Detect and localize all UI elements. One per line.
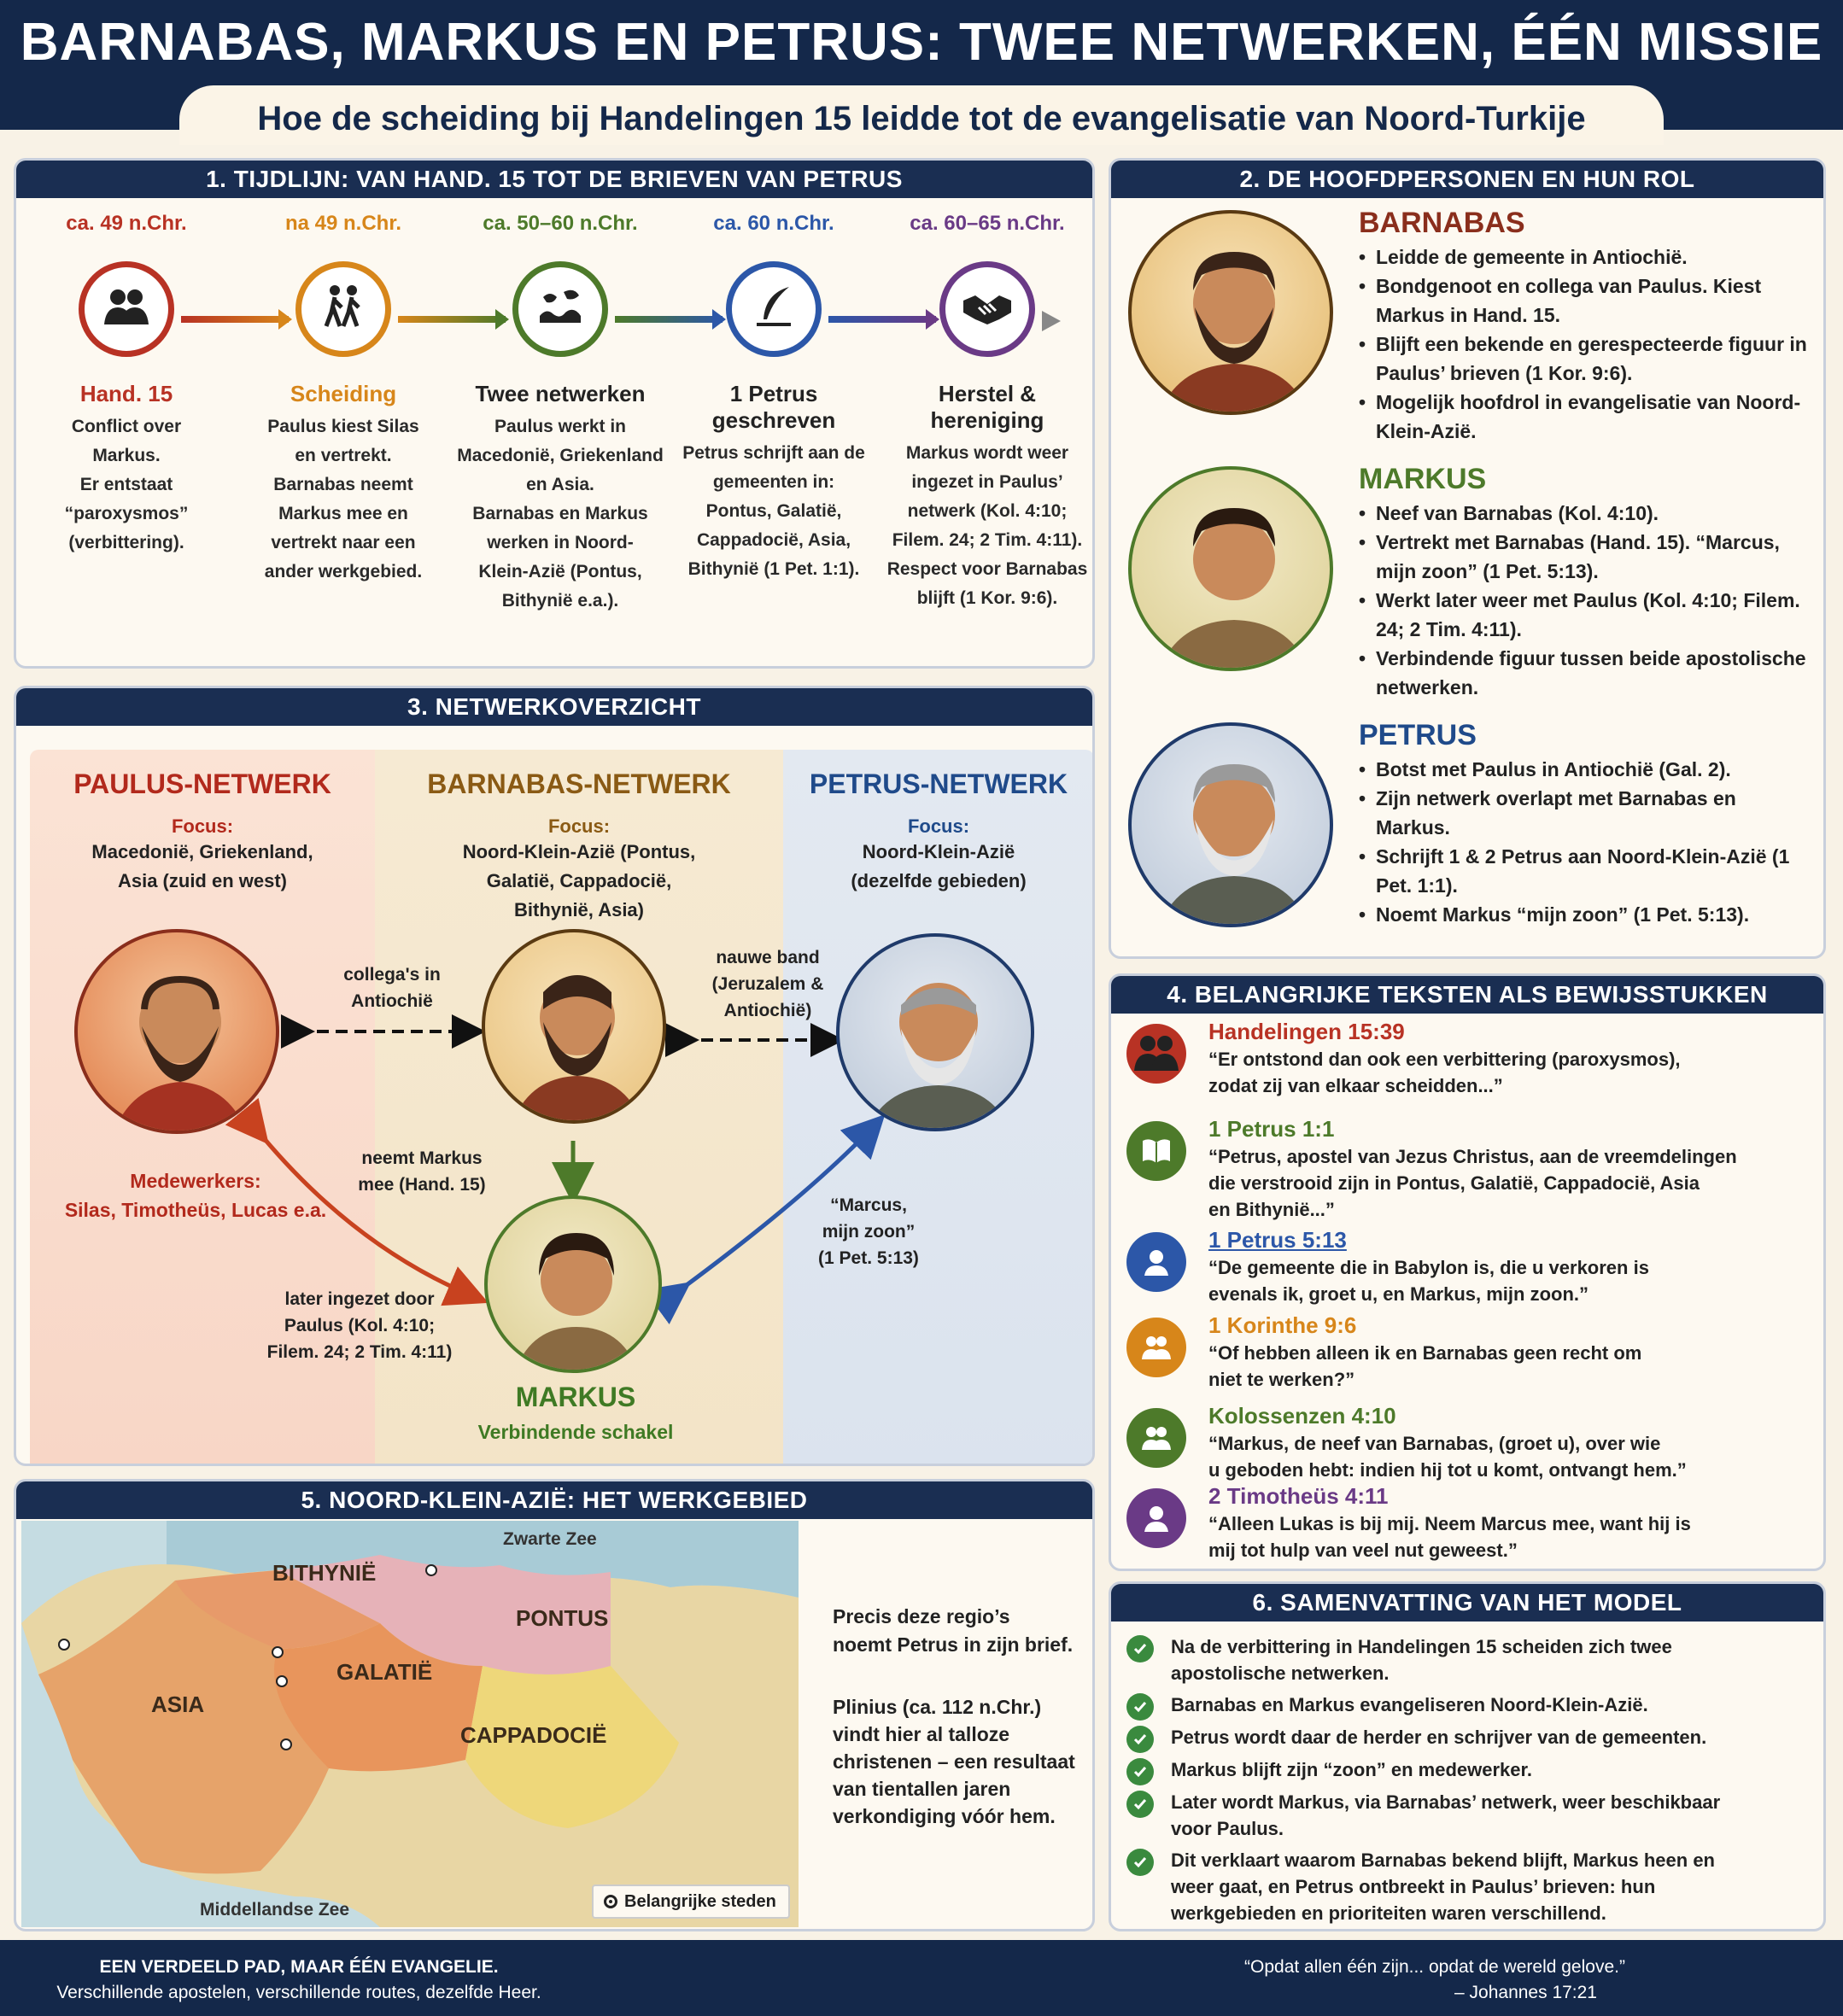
petrus-portrait bbox=[1128, 722, 1333, 927]
timeline-line: (verbittering). bbox=[68, 533, 184, 552]
timeline-heading: 1 Petrus geschreven bbox=[711, 381, 836, 433]
map-side-text-2 bbox=[833, 1693, 1089, 1830]
map-side-text-1 bbox=[833, 1603, 1089, 1659]
person-icon bbox=[1126, 1488, 1186, 1548]
quote-line: “Of hebben alleen ik en Barnabas geen recht om bbox=[1208, 1342, 1642, 1364]
timeline-text bbox=[881, 439, 1094, 613]
side-text-line: christenen – een resultaat bbox=[833, 1750, 1075, 1773]
petrus-focus-line: (dezelfde gebieden) bbox=[851, 870, 1027, 891]
timeline-heading: Scheiding bbox=[290, 381, 397, 406]
timeline-line: Pontus, Galatië, bbox=[705, 501, 842, 521]
timeline-line: netwerk (Kol. 4:10; bbox=[907, 501, 1068, 521]
pontus-label: PONTUS bbox=[516, 1605, 609, 1631]
mediterranean-label: Middellandse Zee bbox=[200, 1900, 350, 1920]
timeline-title: 1. TIJDLIJN: VAN HAND. 15 TOT DE BRIEVEN VAN PETRUS bbox=[16, 161, 1092, 198]
timeline-line: Macedonië, Griekenland bbox=[457, 446, 664, 465]
person-bullets bbox=[1359, 499, 1811, 702]
person-bullets bbox=[1359, 755, 1811, 929]
galatia-label: GALATIË bbox=[336, 1659, 433, 1685]
timeline-line: Petrus schrijft aan de bbox=[682, 443, 865, 463]
person-bullet: • Blijft een bekende en gerespecteerde figuur in Paulus’ brieven (1 Kor. 9:6). bbox=[1359, 330, 1811, 388]
check-icon bbox=[1126, 1693, 1154, 1721]
walking-icon bbox=[318, 282, 369, 337]
paulus-focus-label: Focus: bbox=[171, 815, 234, 837]
summary-line: Dit verklaart waarom Barnabas bekend blijft, Markus heen en bbox=[1171, 1849, 1715, 1871]
city-marker-icon bbox=[604, 1895, 617, 1908]
person-bullet: • Werkt later weer met Paulus (Kol. 4:10; Filem. 24; 2 Tim. 4:11). bbox=[1359, 586, 1811, 644]
person-name: MARKUS bbox=[1359, 463, 1487, 495]
evidence-reference: 1 Petrus 1:1 bbox=[1208, 1116, 1335, 1142]
evidence-quote bbox=[1208, 1254, 1789, 1307]
timeline-line: “paroxysmos” bbox=[64, 504, 189, 523]
side-text-line: verkondiging vóór hem. bbox=[833, 1805, 1056, 1827]
summary-line: weer gaat, en Petrus ontbreekt in Paulus’ brieven: hun bbox=[1171, 1876, 1656, 1897]
evidence-quote bbox=[1208, 1340, 1789, 1393]
barnabas-focus-label: Focus: bbox=[547, 815, 611, 837]
paulus-focus-line: Asia (zuid en west) bbox=[117, 870, 288, 891]
timeline-line: en Asia. bbox=[526, 475, 594, 494]
timeline-line: Barnabas en Markus bbox=[472, 504, 648, 523]
timeline-text bbox=[453, 412, 667, 616]
timeline-line: ander werkgebied. bbox=[264, 562, 423, 581]
colleagues-label bbox=[315, 961, 469, 1014]
person-name: PETRUS bbox=[1359, 719, 1477, 751]
petrus-portrait bbox=[836, 933, 1034, 1131]
summary-text bbox=[1171, 1633, 1794, 1686]
network-title: 3. NETWERKOVERZICHT bbox=[16, 688, 1092, 726]
timeline-item bbox=[881, 212, 1094, 613]
takes-markus-line: mee (Hand. 15) bbox=[358, 1175, 486, 1195]
evidence-reference: Kolossenzen 4:10 bbox=[1208, 1403, 1396, 1429]
footer-subtitle: Verschillende apostelen, verschillende routes, dezelfde Heer. bbox=[56, 1983, 541, 2002]
evidence-quote bbox=[1208, 1511, 1789, 1563]
timeline-heading: Herstel & hereniging bbox=[930, 381, 1044, 433]
handshake-icon bbox=[960, 282, 1015, 337]
evidence-quote bbox=[1208, 1046, 1789, 1099]
timeline-line: Er entstaat bbox=[79, 475, 173, 494]
evidence-reference[interactable]: 1 Petrus 5:13 bbox=[1208, 1227, 1347, 1253]
timeline-node bbox=[939, 261, 1035, 357]
markus-portrait bbox=[484, 1195, 662, 1373]
map-panel bbox=[14, 1479, 1095, 1931]
summary-line: voor Paulus. bbox=[1171, 1818, 1284, 1839]
person-bullet: • Bondgenoot en collega van Paulus. Kiest Markus in Hand. 15. bbox=[1359, 272, 1811, 330]
petrus-focus-label: Focus: bbox=[907, 815, 970, 837]
quote-line: “Alleen Lukas is bij mij. Neem Marcus mee, want hij is bbox=[1208, 1513, 1691, 1534]
timeline-line: Barnabas neemt bbox=[273, 475, 413, 494]
summary-line: Markus blijft zijn “zoon” en medewerker. bbox=[1171, 1759, 1532, 1780]
timeline-line: Klein-Azië (Pontus, bbox=[478, 562, 642, 581]
timeline-date: ca. 60 n.Chr. bbox=[713, 212, 834, 235]
summary-title: 6. SAMENVATTING VAN HET MODEL bbox=[1111, 1584, 1823, 1622]
side-text-line: van tientallen jaren bbox=[833, 1778, 1011, 1800]
texts-panel bbox=[1109, 973, 1826, 1571]
timeline-text bbox=[667, 439, 881, 584]
map-icon bbox=[535, 282, 586, 337]
group-icon bbox=[101, 282, 152, 337]
timeline-line: werken in Noord- bbox=[487, 533, 634, 552]
side-text-line: Precis deze regio’s bbox=[833, 1605, 1010, 1627]
timeline-line: vertrekt naar een bbox=[271, 533, 416, 552]
footer-title: EEN VERDEELD PAD, MAAR ÉÉN EVANGELIE. bbox=[99, 1957, 499, 1977]
timeline-node bbox=[79, 261, 174, 357]
timeline-line: Filem. 24; 2 Tim. 4:11). bbox=[892, 530, 1083, 550]
person-bullet: • Mogelijk hoofdrol in evangelisatie van Noord-Klein-Azië. bbox=[1359, 388, 1811, 446]
evidence-quote bbox=[1208, 1430, 1789, 1483]
quote-line: “Petrus, apostel van Jezus Christus, aan de vreemdelingen bbox=[1208, 1146, 1737, 1167]
person-icon bbox=[1126, 1232, 1186, 1292]
quote-line: “De gemeente die in Babylon is, die u verkoren is bbox=[1208, 1257, 1649, 1278]
timeline-date: ca. 50–60 n.Chr. bbox=[483, 212, 638, 235]
barnabas-network-heading: BARNABAS-NETWERK bbox=[427, 768, 731, 799]
colleagues-line: Antiochië bbox=[351, 991, 433, 1011]
paulus-portrait bbox=[74, 929, 279, 1134]
book-icon bbox=[1126, 1121, 1186, 1181]
check-icon bbox=[1126, 1791, 1154, 1818]
timeline-line: Paulus kiest Silas bbox=[267, 417, 419, 436]
timeline-item bbox=[453, 212, 667, 616]
black-sea-label: Zwarte Zee bbox=[503, 1529, 597, 1549]
side-text-line: vindt hier al talloze bbox=[833, 1723, 1010, 1745]
summary-text bbox=[1171, 1724, 1794, 1750]
later-used-label bbox=[240, 1286, 479, 1365]
summary-text bbox=[1171, 1756, 1794, 1783]
footer-quote: “Opdat allen één zijn... opdat de wereld gelove.” bbox=[1244, 1957, 1625, 1977]
asia-label: ASIA bbox=[151, 1692, 205, 1717]
summary-text bbox=[1171, 1692, 1794, 1718]
timeline-line: Markus. bbox=[92, 446, 161, 465]
summary-line: Barnabas en Markus evangeliseren Noord-Klein-Azië. bbox=[1171, 1694, 1648, 1715]
pair-icon bbox=[1126, 1318, 1186, 1377]
quote-line: zodat zij van elkaar scheidden...” bbox=[1208, 1075, 1503, 1096]
map-title: 5. NOORD-KLEIN-AZIË: HET WERKGEBIED bbox=[16, 1481, 1092, 1519]
timeline-heading: Hand. 15 bbox=[79, 381, 173, 406]
evidence-reference: 2 Timotheüs 4:11 bbox=[1208, 1483, 1389, 1509]
timeline-line: Paulus werkt in bbox=[494, 417, 627, 436]
summary-line: Na de verbittering in Handelingen 15 scheiden zich twee bbox=[1171, 1636, 1672, 1657]
timeline-panel bbox=[14, 158, 1095, 669]
persons-title: 2. DE HOOFDPERSONEN EN HUN ROL bbox=[1111, 161, 1823, 198]
paulus-coworkers bbox=[50, 1166, 341, 1224]
person-bullet: • Leidde de gemeente in Antiochië. bbox=[1359, 243, 1811, 272]
person-bullet: • Zijn netwerk overlapt met Barnabas en Markus. bbox=[1359, 784, 1811, 842]
person-bullet: • Botst met Paulus in Antiochië (Gal. 2). bbox=[1359, 755, 1811, 784]
my-son-line: “Marcus, bbox=[830, 1195, 907, 1215]
quote-line: evenals ik, groet u, en Markus, mijn zoon.” bbox=[1208, 1283, 1588, 1305]
quote-line: “Markus, de neef van Barnabas, (groet u), over wie bbox=[1208, 1433, 1661, 1454]
summary-text bbox=[1171, 1847, 1794, 1926]
timeline-node bbox=[512, 261, 608, 357]
person-bullets bbox=[1359, 243, 1811, 446]
close-bond-line: nauwe band bbox=[716, 948, 820, 967]
timeline-line: Cappadocië, Asia, bbox=[696, 530, 851, 550]
person-bullet: • Verbindende figuur tussen beide apostolische netwerken. bbox=[1359, 644, 1811, 702]
coworkers-label: Medewerkers: bbox=[130, 1170, 261, 1192]
timeline-line: Markus mee en bbox=[278, 504, 408, 523]
timeline-date: ca. 49 n.Chr. bbox=[66, 212, 187, 235]
map-image bbox=[21, 1521, 799, 1927]
evidence-reference: 1 Korinthe 9:6 bbox=[1208, 1312, 1357, 1338]
close-bond-label bbox=[682, 944, 853, 1024]
legend-label: Belangrijke steden bbox=[624, 1891, 776, 1911]
barnabas-portrait bbox=[1128, 210, 1333, 415]
summary-line: Petrus wordt daar de herder en schrijver van de gemeenten. bbox=[1171, 1727, 1707, 1748]
group-icon bbox=[1126, 1024, 1186, 1084]
summary-panel bbox=[1109, 1581, 1826, 1931]
timeline-line: blijft (1 Kor. 9:6). bbox=[916, 588, 1058, 608]
person-bullet: • Noemt Markus “mijn zoon” (1 Pet. 5:13). bbox=[1359, 900, 1811, 929]
timeline-line: Respect voor Barnabas bbox=[886, 559, 1088, 579]
barnabas-focus-line: Bithynië, Asia) bbox=[514, 899, 644, 920]
markus-portrait bbox=[1128, 466, 1333, 671]
paulus-network-heading: PAULUS-NETWERK bbox=[73, 768, 331, 799]
timeline-line: Bithynië e.a.). bbox=[501, 591, 619, 611]
page-title: BARNABAS, MARKUS EN PETRUS: TWEE NETWERKEN, ÉÉN MISSIE bbox=[20, 13, 1823, 72]
timeline-line: gemeenten in: bbox=[712, 472, 835, 492]
timeline-node bbox=[295, 261, 391, 357]
texts-title: 4. BELANGRIJKE TEKSTEN ALS BEWIJSSTUKKEN bbox=[1111, 976, 1823, 1014]
my-son-line: mijn zoon” bbox=[822, 1222, 916, 1242]
quote-line: en Bithynië...” bbox=[1208, 1199, 1335, 1220]
timeline-line: ingezet in Paulus’ bbox=[911, 472, 1063, 492]
timeline-line: Bithynië (1 Pet. 1:1). bbox=[687, 559, 860, 579]
timeline-date: na 49 n.Chr. bbox=[284, 212, 402, 235]
markus-caption: MARKUS bbox=[515, 1382, 636, 1412]
summary-line: werkgebieden en prioriteiten waren verschillend. bbox=[1171, 1902, 1606, 1924]
close-bond-line: (Jeruzalem & bbox=[711, 974, 824, 994]
side-text-line: Plinius (ca. 112 n.Chr.) bbox=[833, 1696, 1042, 1718]
page-subtitle: Hoe de scheiding bij Handelingen 15 leidde tot de evangelisatie van Noord-Turkije bbox=[179, 85, 1664, 145]
check-icon bbox=[1126, 1849, 1154, 1876]
cappadocia-label: CAPPADOCIË bbox=[460, 1722, 607, 1748]
timeline-text bbox=[237, 412, 450, 587]
close-bond-line: Antiochië) bbox=[723, 1001, 812, 1020]
person-bullet: • Schrijft 1 & 2 Petrus aan Noord-Klein-Azië (1 Pet. 1:1). bbox=[1359, 842, 1811, 900]
my-son-label bbox=[783, 1192, 954, 1271]
markus-role: Verbindende schakel bbox=[477, 1421, 674, 1443]
timeline-text bbox=[20, 412, 233, 558]
timeline-line: Markus wordt weer bbox=[905, 443, 1069, 463]
timeline-item bbox=[237, 212, 450, 587]
footer-bar bbox=[0, 1940, 1843, 2016]
quote-line: niet te werken?” bbox=[1208, 1369, 1355, 1390]
quote-line: “Er ontstond dan ook een verbittering (paroxysmos), bbox=[1208, 1049, 1681, 1070]
colleagues-line: collega's in bbox=[343, 965, 441, 985]
takes-markus-label bbox=[332, 1145, 512, 1198]
my-son-line: (1 Pet. 5:13) bbox=[818, 1248, 919, 1268]
check-icon bbox=[1126, 1635, 1154, 1662]
person-bullet: • Neef van Barnabas (Kol. 4:10). bbox=[1359, 499, 1811, 528]
later-used-line: Paulus (Kol. 4:10; bbox=[284, 1316, 436, 1335]
persons-panel bbox=[1109, 158, 1826, 959]
map-legend bbox=[592, 1885, 790, 1919]
coworkers-list: Silas, Timotheüs, Lucas e.a. bbox=[64, 1199, 327, 1221]
check-icon bbox=[1126, 1758, 1154, 1785]
network-panel bbox=[14, 686, 1095, 1466]
quill-icon bbox=[748, 282, 799, 337]
summary-line: Later wordt Markus, via Barnabas’ netwerk, weer beschikbaar bbox=[1171, 1791, 1721, 1813]
timeline-heading: Twee netwerken bbox=[475, 381, 646, 406]
check-icon bbox=[1126, 1726, 1154, 1753]
person-bullet: • Vertrekt met Barnabas (Hand. 15). “Marcus, mijn zoon” (1 Pet. 5:13). bbox=[1359, 528, 1811, 586]
later-used-line: later ingezet door bbox=[284, 1289, 435, 1309]
timeline-date: ca. 60–65 n.Chr. bbox=[910, 212, 1065, 235]
barnabas-focus-line: Noord-Klein-Azië (Pontus, bbox=[462, 841, 696, 862]
petrus-focus-line: Noord-Klein-Azië bbox=[862, 841, 1015, 862]
person-name: BARNABAS bbox=[1359, 207, 1525, 239]
summary-line: apostolische netwerken. bbox=[1171, 1662, 1390, 1684]
later-used-line: Filem. 24; 2 Tim. 4:11) bbox=[266, 1342, 453, 1362]
pair-icon bbox=[1126, 1408, 1186, 1468]
quote-line: mij tot hulp van veel nut geweest.” bbox=[1208, 1540, 1518, 1561]
barnabas-portrait bbox=[482, 929, 666, 1124]
quote-line: die verstrooid zijn in Pontus, Galatië, Cappadocië, Asia bbox=[1208, 1172, 1700, 1194]
petrus-network-heading: PETRUS-NETWERK bbox=[809, 768, 1068, 799]
side-text-line: noemt Petrus in zijn brief. bbox=[833, 1633, 1074, 1656]
timeline-line: Conflict over bbox=[71, 417, 182, 436]
bithynia-label: BITHYNIË bbox=[272, 1560, 377, 1586]
timeline-item bbox=[667, 212, 881, 584]
summary-text bbox=[1171, 1789, 1794, 1842]
footer-quote-ref: – Johannes 17:21 bbox=[1454, 1983, 1597, 2002]
takes-markus-line: neemt Markus bbox=[361, 1148, 483, 1168]
timeline-node bbox=[726, 261, 822, 357]
paulus-focus-line: Macedonië, Griekenland, bbox=[91, 841, 313, 862]
barnabas-focus-line: Galatië, Cappadocië, bbox=[486, 870, 672, 891]
evidence-reference: Handelingen 15:39 bbox=[1208, 1019, 1405, 1044]
timeline-line: en vertrekt. bbox=[295, 446, 392, 465]
quote-line: u geboden hebt: indien hij tot u komt, ontvangt hem.” bbox=[1208, 1459, 1687, 1481]
timeline-item bbox=[20, 212, 233, 558]
evidence-quote bbox=[1208, 1143, 1789, 1223]
